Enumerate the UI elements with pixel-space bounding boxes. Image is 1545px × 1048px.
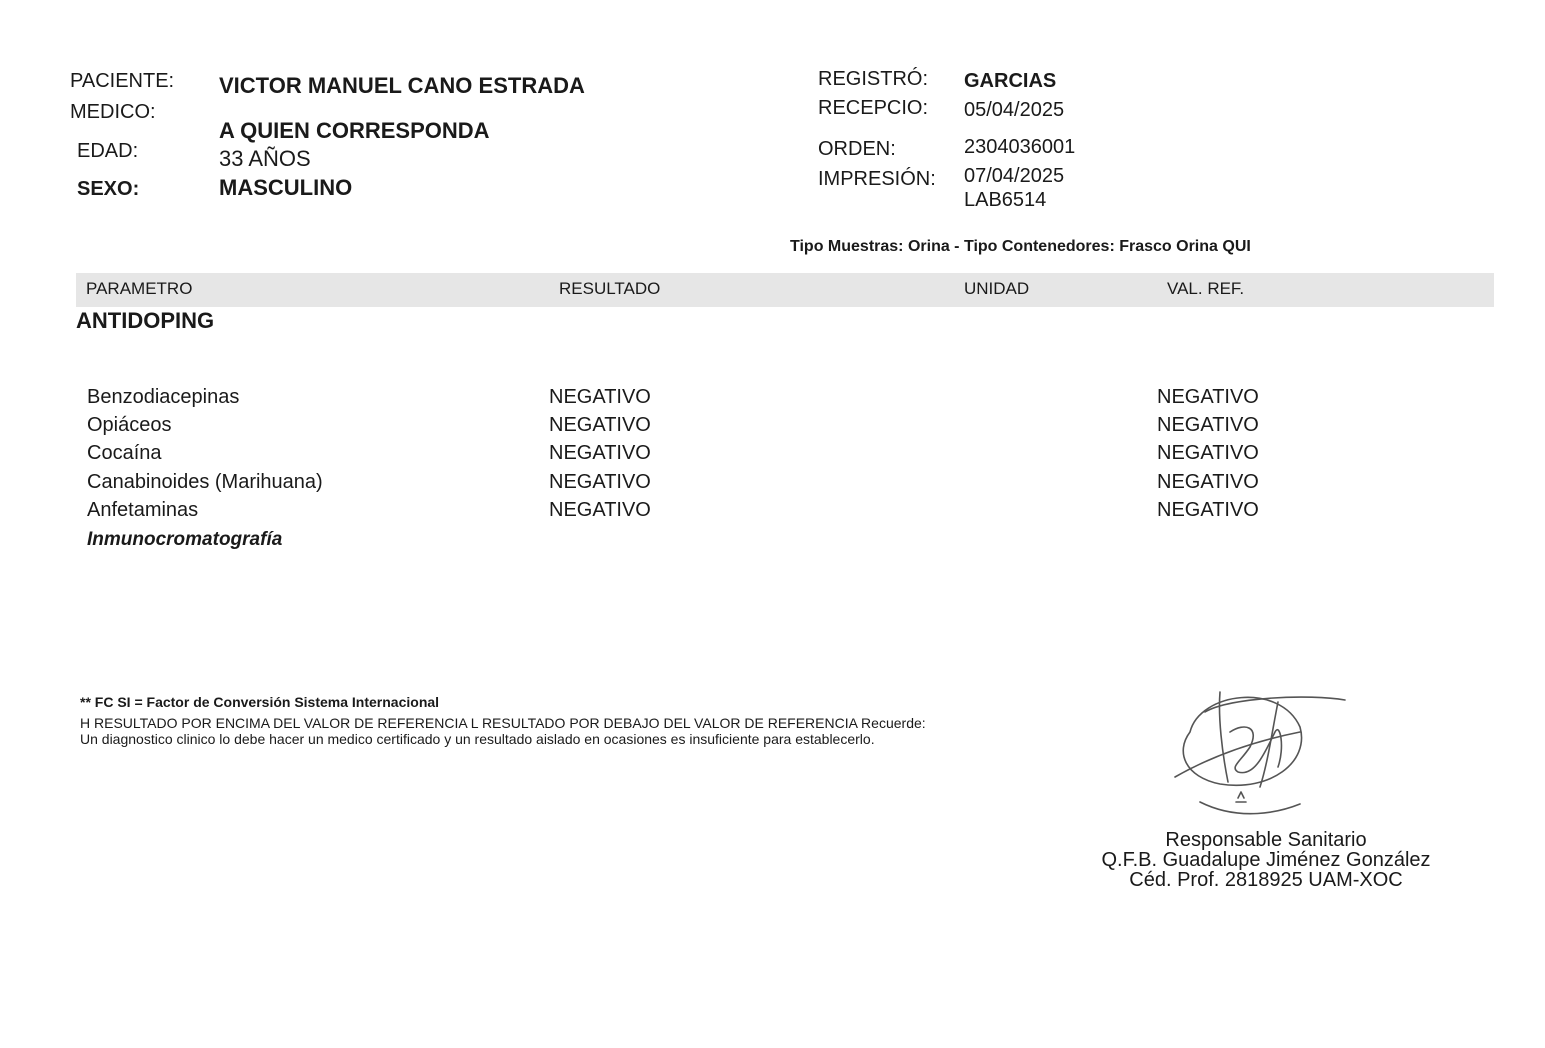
signature-block <box>1090 830 1442 890</box>
table-row <box>0 442 1545 470</box>
result-value: NEGATIVO <box>549 414 651 436</box>
result-value: NEGATIVO <box>549 471 651 493</box>
table-row <box>0 386 1545 414</box>
section-title: ANTIDOPING <box>76 308 215 333</box>
print-date: 07/04/2025 <box>964 165 1065 187</box>
doctor-name: A QUIEN CORRESPONDA <box>219 118 490 143</box>
table-row <box>0 471 1545 499</box>
parameter-name: Benzodiacepinas <box>87 386 240 408</box>
reception-label: RECEPCIO: <box>818 97 929 119</box>
table-row <box>0 499 1545 527</box>
sex-label: SEXO: <box>77 178 140 200</box>
registered-by-value: GARCIAS <box>964 70 1057 92</box>
order-number: 2304036001 <box>964 136 1076 158</box>
parameter-name: Anfetaminas <box>87 499 199 521</box>
footer-note-2: Un diagnostico clinico lo debe hacer un medico certificado y un resultado aislado en ocasiones es insuficiente para establecerlo. <box>80 731 875 747</box>
sex-value: MASCULINO <box>219 175 353 200</box>
order-label: ORDEN: <box>818 138 896 160</box>
lab-code: LAB6514 <box>964 189 1047 211</box>
header-unit: UNIDAD <box>964 279 1030 298</box>
age-value: 33 AÑOS <box>219 146 311 171</box>
result-value: NEGATIVO <box>549 442 651 464</box>
patient-name: VICTOR MANUEL CANO ESTRADA <box>219 73 585 98</box>
signature-image <box>1160 672 1360 832</box>
sample-type-info: Tipo Muestras: Orina - Tipo Contenedores: Frasco Orina QUI <box>790 238 1251 255</box>
result-value: NEGATIVO <box>549 499 651 521</box>
reception-date: 05/04/2025 <box>964 99 1065 121</box>
age-label: EDAD: <box>77 140 139 162</box>
reference-value: NEGATIVO <box>1157 499 1259 521</box>
header-result: RESULTADO <box>559 279 661 298</box>
registered-by-label: REGISTRÓ: <box>818 68 929 90</box>
reference-value: NEGATIVO <box>1157 471 1259 493</box>
patient-label: PACIENTE: <box>70 70 175 92</box>
signature-license: Céd. Prof. 2818925 UAM-XOC <box>1129 869 1403 891</box>
reference-value: NEGATIVO <box>1157 386 1259 408</box>
parameter-name: Opiáceos <box>87 414 172 436</box>
signature-role: Responsable Sanitario <box>1165 829 1367 851</box>
results-table-header <box>76 273 1494 307</box>
table-row <box>0 414 1545 442</box>
reference-value: NEGATIVO <box>1157 442 1259 464</box>
signature-name: Q.F.B. Guadalupe Jiménez González <box>1101 849 1431 871</box>
footer-note-1: H RESULTADO POR ENCIMA DEL VALOR DE REFERENCIA L RESULTADO POR DEBAJO DEL VALOR DE REFERENCIA Recuerde: <box>80 715 926 731</box>
test-method: Inmunocromatografía <box>87 529 283 550</box>
print-label: IMPRESIÓN: <box>818 168 936 190</box>
doctor-label: MEDICO: <box>70 101 156 123</box>
header-parameter: PARAMETRO <box>86 279 193 298</box>
parameter-name: Canabinoides (Marihuana) <box>87 471 323 493</box>
header-reference: VAL. REF. <box>1167 279 1245 298</box>
parameter-name: Cocaína <box>87 442 162 464</box>
footer-title: ** FC SI = Factor de Conversión Sistema Internacional <box>80 694 440 710</box>
result-value: NEGATIVO <box>549 386 651 408</box>
reference-value: NEGATIVO <box>1157 414 1259 436</box>
